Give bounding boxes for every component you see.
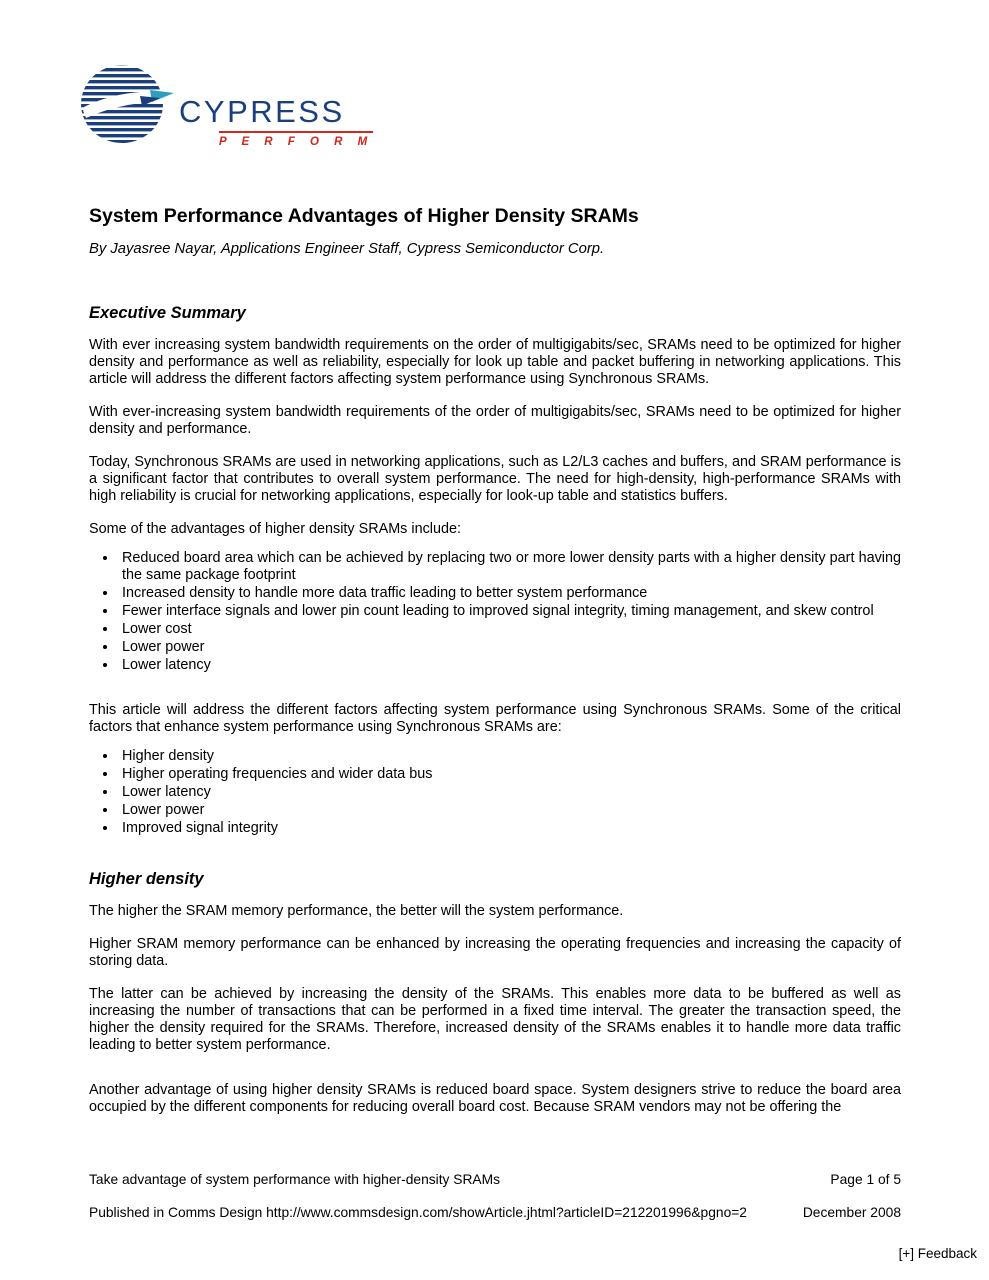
- section-heading: Executive Summary: [89, 304, 246, 322]
- footer-row-2: [89, 1205, 901, 1220]
- cypress-logo-wordmark: CYPRESS: [179, 94, 345, 129]
- bullet-item: • Reduced board area which can be achieved by replacing two or more lower density parts with a higher density part having the same package footprint: [118, 550, 901, 584]
- footer-published-in: Published in Comms Design http://www.commsdesign.com/showArticle.jhtml?articleID=212201996&pgno=2: [89, 1205, 747, 1220]
- paragraph: This article will address the different factors affecting system performance using Synchronous SRAMs. Some of the critical factors that enhance system performance using Synchronous SRAMs are:: [89, 702, 901, 735]
- cypress-logo-text: [179, 96, 373, 148]
- bullet-item: • Fewer interface signals and lower pin count leading to improved signal integrity, timing management, and skew control: [118, 603, 901, 620]
- paragraph: Higher SRAM memory performance can be enhanced by increasing the operating frequencies and increasing the capacity of storing data.: [89, 936, 901, 969]
- bullet-item: • Lower latency: [118, 657, 901, 674]
- article-title: System Performance Advantages of Higher Density SRAMs: [89, 205, 639, 227]
- paragraph: Another advantage of using higher density SRAMs is reduced board space. System designers strive to reduce the board area occupied by the different components for reducing overall board cost. Because SRAM vendors may not be offering the: [89, 1082, 901, 1115]
- footer-row-1: [89, 1172, 901, 1187]
- bullet-item: • Increased density to handle more data traffic leading to better system performance: [118, 585, 901, 602]
- bullet-item: • Lower power: [118, 802, 901, 819]
- feedback-link[interactable]: [+] Feedback: [898, 1246, 977, 1261]
- article-body: [89, 305, 901, 1116]
- cypress-logo-icon: [80, 62, 175, 154]
- cypress-logo: [80, 62, 373, 154]
- footer-date: December 2008: [802, 1205, 901, 1220]
- bullet-item: • Lower cost: [118, 621, 901, 638]
- paragraph: Today, Synchronous SRAMs are used in networking applications, such as L2/L3 caches and buffers, and SRAM performance is a significant factor that contributes to overall system performance. The need for high-density, high-performance SRAMs with high reliability is crucial for networking applications, especially for look-up table and statistics buffers.: [89, 454, 901, 504]
- bullet-list: [89, 550, 901, 674]
- paragraph: Some of the advantages of higher density SRAMs include:: [89, 521, 461, 537]
- paragraph: With ever-increasing system bandwidth requirements of the order of multigigabits/sec, SRAMs need to be optimized for higher density and performance.: [89, 404, 901, 437]
- bullet-item: • Improved signal integrity: [118, 820, 901, 837]
- footer-page-indicator: Page 1 of 5: [830, 1172, 901, 1187]
- article: [89, 205, 901, 1132]
- article-byline: By Jayasree Nayar, Applications Engineer Staff, Cypress Semiconductor Corp.: [89, 241, 605, 257]
- paragraph: The higher the SRAM memory performance, the better will the system performance.: [89, 903, 624, 919]
- bullet-list: [89, 748, 901, 837]
- bullet-item: • Lower latency: [118, 784, 901, 801]
- bullet-item: • Lower power: [118, 639, 901, 656]
- bullet-item: • Higher density: [118, 748, 901, 765]
- cypress-logo-tagline: P E R F O R M: [219, 131, 373, 148]
- section-heading: Higher density: [89, 870, 204, 888]
- bullet-item: • Higher operating frequencies and wider data bus: [118, 766, 901, 783]
- paragraph: The latter can be achieved by increasing the density of the SRAMs. This enables more data to be buffered as well as increasing the number of transactions that can be performed in a fixed time interval. The greater the transaction speed, the higher the density required for the SRAMs. Therefore, increased density of the SRAMs enables it to handle more data traffic leading to better system performance.: [89, 986, 901, 1053]
- paragraph: With ever increasing system bandwidth requirements on the order of multigigabits/sec, SRAMs need to be optimized for higher density and performance as well as reliability, especially for look up table and packet buffering in networking applications. This article will address the different factors affecting system performance using Synchronous SRAMs.: [89, 337, 901, 387]
- page-footer: [89, 1172, 901, 1238]
- footer-doc-title: Take advantage of system performance with higher-density SRAMs: [89, 1172, 501, 1187]
